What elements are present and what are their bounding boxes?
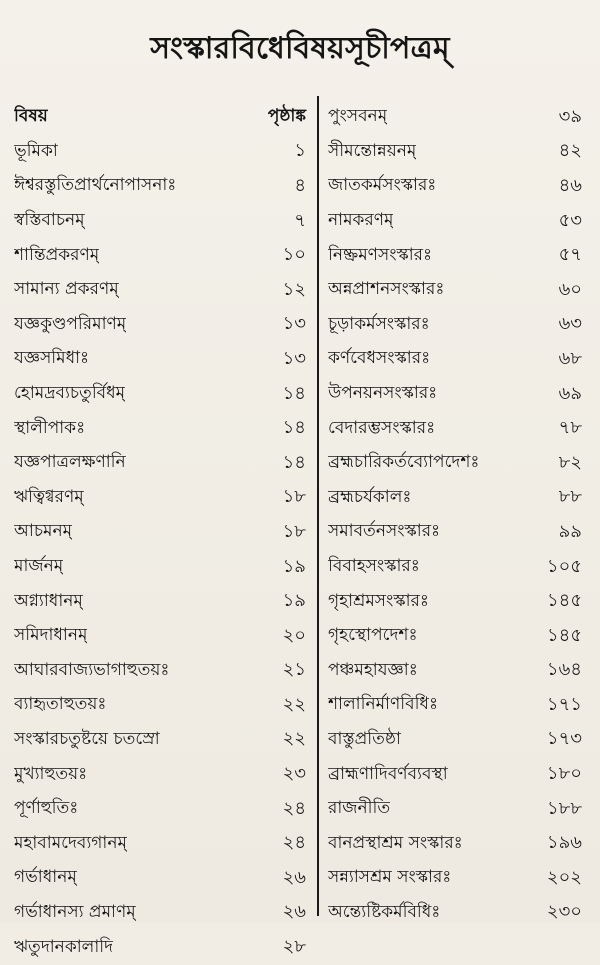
toc-entry-page-number: ৪২ xyxy=(558,140,582,162)
toc-entry-row xyxy=(14,688,310,723)
toc-entry-title: কর্ণবেধসংস্কারঃ xyxy=(328,348,431,369)
toc-entry-title: সংস্কারচতুষ্টয়ে চতস্রো xyxy=(14,728,160,749)
toc-entry-title: ঋত্বিগ্বরণম্ xyxy=(14,486,84,507)
toc-entry-title: স্থালীপাকঃ xyxy=(14,417,86,438)
toc-entry-title: স্বস্তিবাচনম্ xyxy=(14,210,85,231)
toc-entry-row xyxy=(14,930,310,965)
toc-entry-title: মার্জনম্ xyxy=(14,556,64,577)
toc-entry-page-number: ২৪ xyxy=(282,797,306,819)
toc-entry-page-number: ২২ xyxy=(282,693,306,715)
toc-entry-page-number: ৬০ xyxy=(558,278,582,300)
toc-entry-title: বিবাহসংস্কারঃ xyxy=(328,556,420,577)
toc-entry-title: রাজনীতি xyxy=(328,798,391,819)
toc-entry-page-number: ৯৯ xyxy=(558,520,582,542)
toc-entry-row xyxy=(328,515,590,550)
toc-entry-row xyxy=(328,135,590,170)
toc-entry-title: ব্রাহ্মণাদিবর্ণব্যবস্থা xyxy=(328,763,448,784)
toc-entry-page-number: ১৮ xyxy=(282,520,306,542)
toc-entry-row xyxy=(328,238,590,273)
toc-entry-title: অন্নপ্রাশনসংস্কারঃ xyxy=(328,279,445,300)
toc-entry-row xyxy=(328,169,590,204)
toc-entry-title: ব্রহ্মচর্যকালঃ xyxy=(328,486,412,507)
toc-entry-title: বেদারম্ভসংস্কারঃ xyxy=(328,417,436,438)
toc-entry-page-number: ২১ xyxy=(282,659,306,681)
toc-entry-page-number: ২০ xyxy=(282,624,306,646)
toc-entry-page-number: ৬৮ xyxy=(558,347,582,369)
toc-entry-page-number: ২৪ xyxy=(282,832,306,854)
toc-entry-row xyxy=(14,411,310,446)
toc-entry-page-number: ১৪ xyxy=(282,417,306,439)
toc-entry-page-number: ১৩ xyxy=(282,347,306,369)
toc-entry-title: মহাবামদেব্যগানম্ xyxy=(14,832,127,853)
toc-entry-row xyxy=(14,861,310,896)
toc-entry-page-number: ৪৬ xyxy=(558,174,582,196)
toc-entry-page-number: ২২ xyxy=(282,728,306,750)
toc-entry-title: ব্যাহৃতাহুতয়ঃ xyxy=(14,694,107,715)
toc-entry-page-number: ১৪ xyxy=(282,451,306,473)
toc-entry-title: ঈশ্বরস্তুতিপ্রার্থনোপাসনাঃ xyxy=(14,175,177,196)
toc-entry-title: ব্রহ্মচারিকর্তব্যোপদেশঃ xyxy=(328,452,480,473)
toc-left-column xyxy=(14,100,310,965)
toc-entry-page-number: ৭৮ xyxy=(558,417,582,439)
toc-entry-page-number: ১৩ xyxy=(282,313,306,335)
toc-entry-page-number: ২৩০ xyxy=(546,901,582,923)
toc-entry-row xyxy=(328,619,590,654)
toc-entry-row xyxy=(328,896,590,931)
toc-entry-title: গৃহাশ্রমসংস্কারঃ xyxy=(328,590,429,611)
toc-entry-page-number: ২৮ xyxy=(282,936,306,958)
toc-entry-row xyxy=(14,550,310,585)
toc-entry-title: সন্ন্যাসশ্রম সংস্কারঃ xyxy=(328,867,452,888)
toc-entry-title: জাতকর্মসংস্কারঃ xyxy=(328,175,437,196)
toc-entry-page-number: ১০ xyxy=(282,244,306,266)
toc-entry-page-number: ১৮০ xyxy=(546,763,582,785)
toc-entry-row xyxy=(328,411,590,446)
toc-entry-page-number: ৭ xyxy=(294,209,306,231)
toc-entry-row xyxy=(14,273,310,308)
toc-entry-row xyxy=(14,723,310,758)
toc-entry-title: সীমন্তোন্নয়নম্ xyxy=(328,140,417,161)
toc-entry-title: সামান্য প্রকরণম্ xyxy=(14,279,119,300)
toc-entry-page-number: ১২ xyxy=(282,278,306,300)
toc-entry-title: সমিদাধানম্ xyxy=(14,625,88,646)
toc-entry-page-number: ৬৩ xyxy=(558,313,582,335)
toc-entry-title: নামকরণম্ xyxy=(328,210,394,231)
toc-entry-row xyxy=(14,654,310,689)
toc-entry-title: পঞ্চমহাযজ্ঞাঃ xyxy=(328,659,418,680)
toc-entry-row xyxy=(328,308,590,343)
toc-entry-title: বানপ্রস্থাশ্রম সংস্কারঃ xyxy=(328,832,463,853)
toc-entry-row xyxy=(328,100,590,135)
toc-entry-row xyxy=(14,342,310,377)
toc-entry-page-number: ৮৮ xyxy=(558,486,582,508)
toc-entry-row xyxy=(14,238,310,273)
toc-entry-page-number: ১৭১ xyxy=(546,693,582,715)
toc-entry-row xyxy=(14,515,310,550)
toc-entry-title: পুংসবনম্ xyxy=(328,106,388,127)
toc-entry-page-number: ২৬ xyxy=(282,866,306,888)
toc-entry-title: নিষ্ক্রমণসংস্কারঃ xyxy=(328,244,433,265)
toc-entry-row xyxy=(328,273,590,308)
toc-entry-title: ঋতুদানকালাদি xyxy=(14,936,114,957)
toc-entry-row xyxy=(328,826,590,861)
toc-entry-page-number: ৫৭ xyxy=(558,244,582,266)
toc-entry-row xyxy=(328,654,590,689)
toc-entry-row xyxy=(14,135,310,170)
toc-entry-page-number: ১৪৫ xyxy=(546,590,582,612)
toc-entry-title: আঘারবাজ্যভাগাহুতয়ঃ xyxy=(14,659,170,680)
toc-entry-page-number: ১৬৪ xyxy=(546,659,582,681)
toc-entry-title: চূড়াকর্মসংস্কারঃ xyxy=(328,313,430,334)
toc-entry-row xyxy=(328,861,590,896)
toc-entry-row xyxy=(14,204,310,239)
toc-entry-row xyxy=(328,446,590,481)
toc-entry-row xyxy=(328,688,590,723)
toc-entry-page-number: ১৮৮ xyxy=(546,797,582,819)
toc-header-row xyxy=(14,100,310,135)
toc-entry-title: হোমদ্রব্যচতুর্বিধম্ xyxy=(14,383,126,404)
header-subject-label: বিষয় xyxy=(14,106,48,127)
toc-entry-page-number: ১ xyxy=(294,140,306,162)
toc-entry-page-number: ১৯৬ xyxy=(546,832,582,854)
toc-entry-title: অন্ত্যেষ্টিকর্মবিধিঃ xyxy=(328,901,441,922)
toc-entry-row xyxy=(14,757,310,792)
toc-entry-page-number: ১৯ xyxy=(282,555,306,577)
toc-entry-page-number: ৬৯ xyxy=(558,382,582,404)
toc-entry-page-number: ৩৯ xyxy=(558,105,582,127)
toc-right-column xyxy=(328,100,590,930)
toc-entry-row xyxy=(328,481,590,516)
toc-entry-row xyxy=(328,584,590,619)
column-divider xyxy=(317,96,319,916)
toc-entry-row xyxy=(14,619,310,654)
toc-entry-title: মুখ্যাহুতয়ঃ xyxy=(14,763,88,784)
toc-entry-title: অগ্ন্যাধানম্ xyxy=(14,590,83,611)
toc-entry-title: যজ্ঞপাত্রলক্ষণানি xyxy=(14,452,126,473)
toc-entry-row xyxy=(14,169,310,204)
toc-entry-title: উপনয়নসংস্কারঃ xyxy=(328,383,438,404)
toc-entry-row xyxy=(14,584,310,619)
toc-entry-page-number: ৪ xyxy=(294,174,306,196)
toc-entry-title: সমাবর্তনসংস্কারঃ xyxy=(328,521,441,542)
toc-entry-title: ভূমিকা xyxy=(14,140,58,161)
toc-entry-title: বাস্তুপ্রতিষ্ঠা xyxy=(328,728,401,749)
toc-entry-row xyxy=(14,446,310,481)
toc-entry-title: গর্ভাধানস্য প্রমাণম্ xyxy=(14,901,136,922)
toc-entry-page-number: ২০২ xyxy=(546,866,582,888)
header-page-label: পৃষ্ঠাঙ্ক xyxy=(267,106,306,127)
toc-entry-page-number: ১০৫ xyxy=(546,555,582,577)
toc-entry-row xyxy=(14,826,310,861)
toc-entry-title: শান্তিপ্রকরণম্ xyxy=(14,244,100,265)
toc-entry-row xyxy=(14,792,310,827)
toc-entry-page-number: ২৬ xyxy=(282,901,306,923)
toc-entry-title: গর্ভাধানম্ xyxy=(14,867,77,888)
toc-entry-title: গৃহস্থোপদেশঃ xyxy=(328,625,418,646)
toc-entry-title: আচমনম্ xyxy=(14,521,73,542)
page-title: সংস্কারবিধেবিষয়সূচীপত্রম্ xyxy=(150,31,450,66)
toc-entry-row xyxy=(328,204,590,239)
toc-entry-row xyxy=(14,481,310,516)
toc-entry-title: শালানির্মাণবিধিঃ xyxy=(328,694,439,715)
toc-entry-page-number: ৮২ xyxy=(558,451,582,473)
toc-entry-title: পূর্ণাহুতিঃ xyxy=(14,798,79,819)
toc-entry-row xyxy=(328,342,590,377)
toc-entry-page-number: ১৪৫ xyxy=(546,624,582,646)
toc-entry-row xyxy=(14,377,310,412)
toc-entry-row xyxy=(14,896,310,931)
toc-entry-row xyxy=(328,377,590,412)
toc-entry-page-number: ৫৩ xyxy=(558,209,582,231)
toc-entry-page-number: ১৯ xyxy=(282,590,306,612)
toc-entry-row xyxy=(14,308,310,343)
toc-entry-row xyxy=(328,723,590,758)
toc-entry-page-number: ২৩ xyxy=(282,763,306,785)
toc-entry-row xyxy=(328,757,590,792)
toc-entry-page-number: ১৪ xyxy=(282,382,306,404)
toc-entry-row xyxy=(328,550,590,585)
toc-entry-title: যজ্ঞকুণ্ডপরিমাণম্ xyxy=(14,313,127,334)
toc-entry-page-number: ১৮ xyxy=(282,486,306,508)
toc-entry-row xyxy=(328,792,590,827)
toc-entry-page-number: ১৭৩ xyxy=(546,728,582,750)
toc-entry-title: যজ্ঞসমিধাঃ xyxy=(14,348,90,369)
